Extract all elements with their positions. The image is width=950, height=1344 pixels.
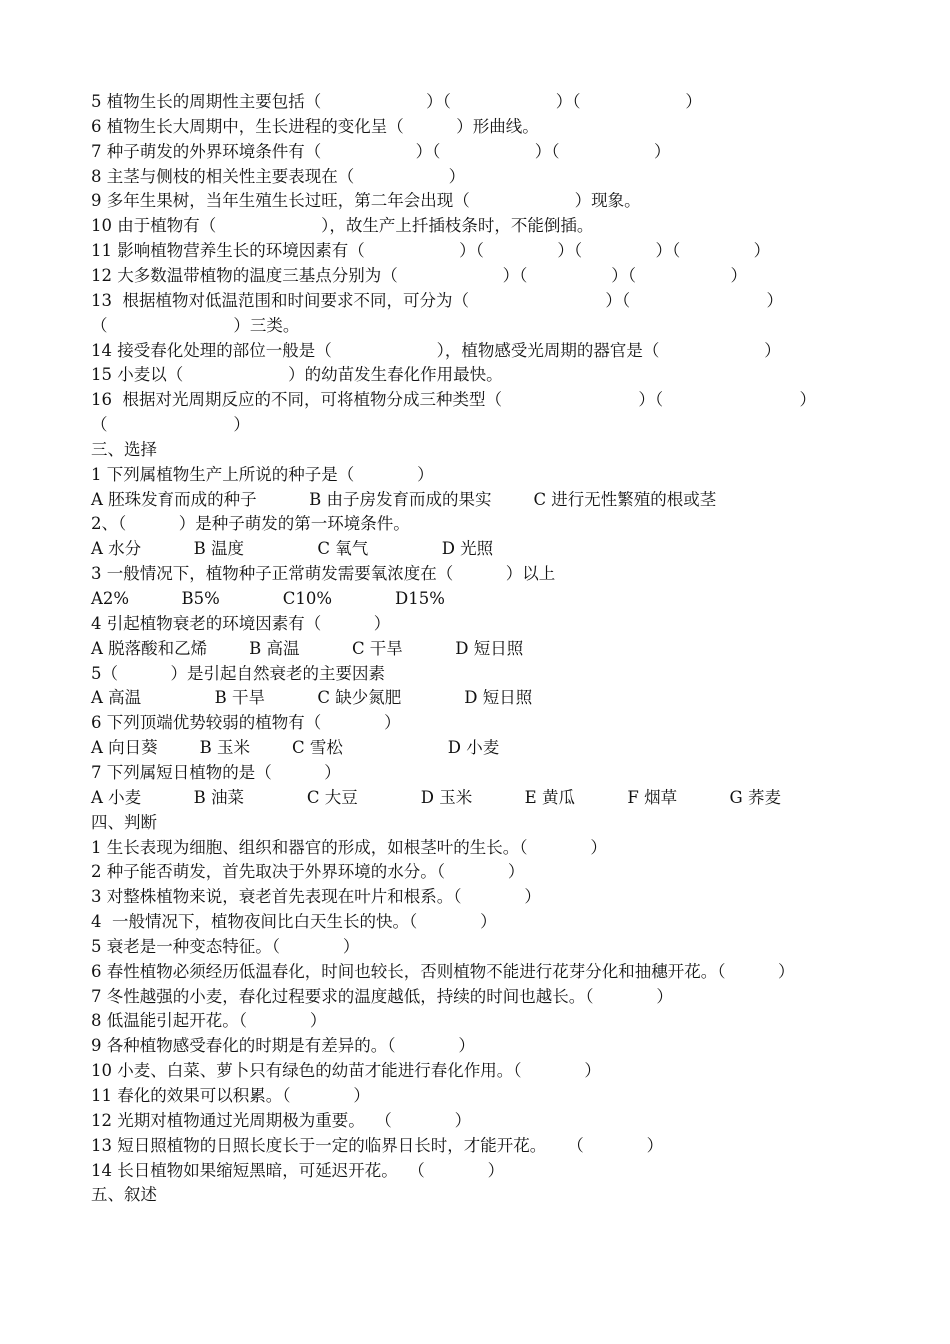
text-line: 4 引起植物衰老的环境因素有（ ）: [91, 613, 391, 633]
text-line: A 水分 B 温度 C 氧气 D 光照: [91, 539, 494, 559]
text-line: A2% B5% C10% D15%: [91, 589, 445, 608]
text-line: 12 光期对植物通过光周期极为重要。 （ ）: [91, 1110, 472, 1130]
text-line: 6 植物生长大周期中，生长进程的变化呈（ ）形曲线。: [91, 116, 539, 136]
text-line: 5（ ）是引起自然衰老的主要因素: [91, 663, 385, 683]
text-line: A 向日葵 B 玉米 C 雪松 D 小麦: [91, 738, 500, 758]
text-line: 11 春化的效果可以积累。（ ）: [91, 1086, 370, 1105]
text-line: A 胚珠发育而成的种子 B 由子房发育而成的果实 C 进行无性繁殖的根或茎: [91, 489, 717, 509]
text-line: 1 生长表现为细胞、组织和器官的形成，如根茎叶的生长。（ ）: [91, 837, 607, 857]
text-line: 10 由于植物有（ ），故生产上扦插枝条时，不能倒插。: [91, 216, 594, 236]
text-line: 四、判断: [91, 812, 157, 832]
text-line: 12 大多数温带植物的温度三基点分别为（ ）（ ）（ ）: [91, 265, 747, 285]
text-line: 5 衰老是一种变态特征。（ ）: [91, 936, 360, 956]
text-line: 1 下列属植物生产上所说的种子是（ ）: [91, 464, 434, 484]
text-line: 6 下列顶端优势较弱的植物有（ ）: [91, 713, 401, 733]
text-line: 7 冬性越强的小麦，春化过程要求的温度越低，持续的时间也越长。（ ）: [91, 986, 673, 1006]
text-line: 10 小麦、白菜、萝卜只有绿色的幼苗才能进行春化作用。（ ）: [91, 1061, 601, 1081]
text-line: A 小麦 B 油菜 C 大豆 D 玉米 E 黄瓜 F 烟草 G 荞麦: [91, 787, 781, 807]
text-line: 11 影响植物营养生长的环境因素有（ ）（ ）（ ）（ ）: [91, 241, 771, 261]
text-line: 五、叙述: [91, 1185, 157, 1205]
text-line: 16 根据对光周期反应的不同，可将植物分成三种类型（ ）（ ）: [91, 390, 816, 410]
text-line: 13 短日照植物的日照长度长于一定的临界日长时，才能开花。 （ ）: [91, 1135, 664, 1155]
text-line: 4 一般情况下，植物夜间比白天生长的快。（ ）: [91, 912, 497, 932]
text-line: 3 一般情况下，植物种子正常萌发需要氧浓度在（ ）以上: [91, 564, 556, 584]
text-line: 2 种子能否萌发，首先取决于外界环境的水分。（ ）: [91, 862, 525, 882]
text-line: （ ）三类。: [91, 315, 300, 335]
text-line: 14 长日植物如果缩短黑暗，可延迟开花。 （ ）: [91, 1160, 505, 1180]
text-line: 3 对整株植物来说，衰老首先表现在叶片和根系。（ ）: [91, 887, 541, 907]
text-line: 14 接受春化处理的部位一般是（ ），植物感受光周期的器官是（ ）: [91, 340, 781, 360]
text-line: 8 主茎与侧枝的相关性主要表现在（ ）: [91, 166, 466, 186]
text-line: 5 植物生长的周期性主要包括（ ）（ ）（ ）: [91, 92, 702, 111]
text-line: A 高温 B 干旱 C 缺少氮肥 D 短日照: [91, 688, 533, 708]
text-line: 13 根据植物对低温范围和时间要求不同，可分为（ ）（ ）: [91, 290, 783, 310]
text-line: 9 多年生果树，当年生殖生长过旺，第二年会出现（ ）现象。: [91, 191, 641, 211]
text-line: 6 春性植物必须经历低温春化，时间也较长，否则植物不能进行花芽分化和抽穗开花。（ ）: [91, 961, 795, 981]
text-line: 三、选择: [91, 439, 157, 459]
text-line: 15 小麦以（ ）的幼苗发生春化作用最快。: [91, 365, 503, 385]
text-line: 7 种子萌发的外界环境条件有（ ）（ ）（ ）: [91, 141, 671, 161]
text-line: （ ）: [91, 415, 250, 435]
text-line: 9 各种植物感受春化的时期是有差异的。（ ）: [91, 1036, 475, 1056]
text-line: 8 低温能引起开花。（ ）: [91, 1011, 327, 1031]
text-line: 2、（ ）是种子萌发的第一环境条件。: [91, 514, 410, 534]
text-line: A 脱落酸和乙烯 B 高温 C 干旱 D 短日照: [91, 638, 524, 658]
text-line: 7 下列属短日植物的是（ ）: [91, 762, 341, 782]
